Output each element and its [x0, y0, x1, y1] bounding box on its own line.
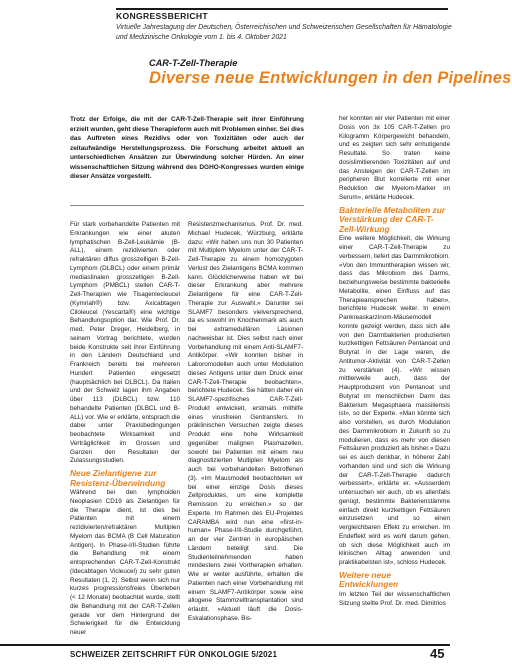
- page-number: 45: [430, 646, 445, 661]
- lead-divider: [70, 205, 304, 206]
- col2-paragraph-1: Resistenzmechanismus. Prof. Dr. med. Michael Hudecek, Würzburg, erklärte dazu: «Wir haben uns nun 30 Patienten mit Multiplem Myelom unter der CAR-T-Zell-Therapie zu einem homozygoten Verlust des Zielantigens BCMA kommen kann. Glücklicherweise haben wir bei dieser Erkrankung aber mehrere Zielantigene für eine CAR-T-Zell-Therapie zur Auswahl.» Darunter sei SLAMF7 besonders vielversprechend, da es sowohl im Knochenmark als auch bei extramedullären Läsionen nachweisbar ist. Dies selbst nach einer Vorbehandlung mit einem Anti-SLAMF7-Antikörper. «Wir konnten bisher in Laboromodellen auch unter Modulation dieses Antigens unter dem Druck einer CAR-T-Zell-Therapie beobachten», berichtete Hudecek. Sie hätten daher ein SLAMF7-spezifisches CAR-T-Zell-Produkt entwickelt, erstmals mithilfe eines virusfreien Gentransfers. In präklinischen Versuchen zeigte dieses Produkt eine hohe Wirksamkeit gegenüber malignen Plasmazellen, sowohl bei Patienten mit einem neu diagnostizierten Multiplen Myelom als auch bei vorbehandelten Betroffenen (3). «Im Mausmodell beobachteten wir bei einer einzige Dosis dieses Zellproduktes, um eine komplette Remission zu erreichen.» so der Experte. Im Rahmen des EU-Projektes CARAMBA wird nun eine «first-in-human» Phase-I/II-Studie durchgeführt, an der vier Zentren in europäischen Ländern beteiligt sind. Die Studienteilnehmenden haben mindestens zwei Vortherapien erhalten. Wie er weiter ausführte, erhalten die Patienten nach einer Vorbehandlung mit einem SLAMF7-Antikörper sowie eine allogene Stammzelltransplantation sind erlaubt. «Aktuell läuft die Dosis-Eskalationsphase. Bis-: [188, 221, 303, 622]
- col1-subheading: Neue Zielantigene zur Resistenz-Überwindung: [70, 468, 166, 488]
- col1-paragraph-2: Während bei den lymphoiden Neoplasien CD19 als Zielantigen für die Therapie dient, ist dies bei Patienten mit einem rezidivierten/refraktären Multiplen Myelom das BCMA (B Cell Maturation Antigen). In Phase-I/II-Studien führte die Behandlung mit einem entsprechenden CAR-T-Zell-Konstrukt (Idecabtagen Vicleucel) zu sehr guten Resultaten (1, 2). Selbst wenn sich nur kurzes progressionsfreies Überleben (< 12 Monate) beobachtet wurde, stellt die Behandlung mit der CAR-T-Zellen gerade vor dem Hintergrund der Schwierigkeit für die Entwicklung neuer: [70, 489, 180, 637]
- col3-paragraph-1: her konnten wir vier Patienten mit einer Dosis von 3x 105 CAR-T-Zellen pro Kilogramm Körpergewicht behandeln, und es zeigten sich sehr ermutigende Resultate. So traten keine dosislimitierenden Toxizitäten auf und das Ansteigen der CAR-T-Zellen im peripheren Blut korrelierte mit einer Reduktion der Myelom-Marker im Serum», erklärte Hudecek.: [339, 115, 450, 201]
- text-column-2: [188, 221, 303, 624]
- text-column-3: [339, 115, 450, 608]
- journal-name: SCHWEIZER ZEITSCHRIFT FÜR ONKOLOGIE 5/2021: [70, 650, 278, 659]
- col3-subheading-2: Weitere neue Entwicklungen: [339, 569, 399, 590]
- col1-paragraph-1: Für stark vorbehandelte Patienten mit Erkrankungen wie einer akuten lymphatischen B-Zell-Leukämie (B-ALL), einem rezidivierten oder refraktären diffus grosszelligen B-Zell-Lymphom (DLBCL) oder einem primär mediastinalen grosszelligen B-Zell-Lymphom (PMBCL) stellen CAR-T-Zell-Therapien wie Tisagenlecleucel (Kymriah®) bzw. Axicabtagen Ciloleucel (Yescarta®) eine wichtige Behandlungsoption dar. Wie Prof. Dr. med. Peter Dreger, Heidelberg, in seinem Vortrag berichtete, wurden beide Konstrukte seit ihrer Einführung in den Ländern Deutschland und Frankreich bereits bei mehreren Hundert Patienten eingesetzt (hauptsächlich bei DLBCL). Da Italien und der Schweiz lagen ihm Angaben über 113 (DLBCL) bzw. 110 behandelte Patienten (DLBCL und B-ALL) vor. Wie er erklärte, entsprach die dabei unter Praxisbedingungen beobachtete Wirksamkeit und Verträglichkeit im Grossen und Ganzen den Resultaten der Zulassungsstudien.: [70, 221, 181, 465]
- header-rule: [116, 8, 448, 10]
- footer-rule: [0, 644, 450, 646]
- col3-paragraph-3: Im letzten Teil der wissenschaftlichen Sitzung stellte Prof. Dr. med. Dimitrios: [339, 590, 450, 607]
- section-kicker: KONGRESSBERICHT: [116, 11, 208, 21]
- col3-paragraph-2: Eine weitere Möglichkeit, die Wirkung einer CAR-T-Zell-Therapie zu verbessern, liefert das Darmmikrobiom. «Von den Immuntherapien wissen wir, dass das Mikrobiom des Darms, beziehungsweise bestimmte bakterielle Metabolite, einen Einfluss auf das Therapieansprechen haben», berichtete Hudecek weiter. In einem Pankreaskarzinom-Mäusemodell konnte gezeigt werden, dass sich alle von den Darmbakterien produzierten kurzkettigen Fettsäuren Pentanoat und Butyrat in der Lage waren, die Antitumor-Aktivität von CAR-T-Zellen zu verstärken (4). «Wir wissen mittlerweile auch, dass der Hauptproduzent von Pentanoat und Butyrat im menschlichen Darm das Bakterium Megasphaera massiliensis ist», so der Experte. «Man könnte sich also vorstellen, es durch Modulation des Darmmikrobiom in Zukunft so zu modulieren, dass es mehr von diesen Fettsäuren produziert als bisher.» Dazu sei es auch denkbar, in höherer Zahl vorhanden sind und sich die Wirkung der CAR-T-Zell-Therapie dadurch verbessert», erklärte er. «Ausserdem untersuchen wir auch, ob es allenfalls genügt, bestimmte Bakterienstämme einfach direkt kurzkettigen Fettsäuren einzusetzen und so einen vergleichbaren Effekt zu erreichen. Im Endeffekt wird es wohl darum gehen, ob sich diese Möglichkeit auch im klinischen Alltag anwenden und praktikabelsten ist», schloss Hudecek.: [339, 235, 450, 567]
- conference-line: Virtuelle Jahrestagung der Deutschen, Österreichischen und Schweizerischen Gesellschaften für Hämatologie und Medizinische Onkologie vom 1. bis 4. Oktober 2021: [116, 24, 452, 41]
- text-column-1: [70, 221, 180, 638]
- article-overline: CAR-T-Zell-Therapie: [149, 58, 238, 68]
- article-lead: Trotz der Erfolge, die mit der CAR-T-Zell-Therapie seit ihrer Einführung erzielt wurden, geht diese Therapieform auch mit Problemen einher. Sei dies das Auftreten eines Rezidivs oder von Toxizitäten oder auch der zeitaufwändige Herstellungsprozess. Die Forschung arbeitet aktuell an unterschiedlichen Ansätzen zur Überwindung solcher Hürden. An einer wissenschaftlichen Sitzung während des DGHO-Kongresses wurden einige dieser Ansätze vorgestellt.: [70, 116, 304, 181]
- article-title: Diverse neue Entwicklungen in den Pipelines: [149, 69, 512, 87]
- col3-subheading-1: Bakterielle Metaboliten zur Verstärkung der CAR-T-Zell-Wirkung: [339, 204, 446, 234]
